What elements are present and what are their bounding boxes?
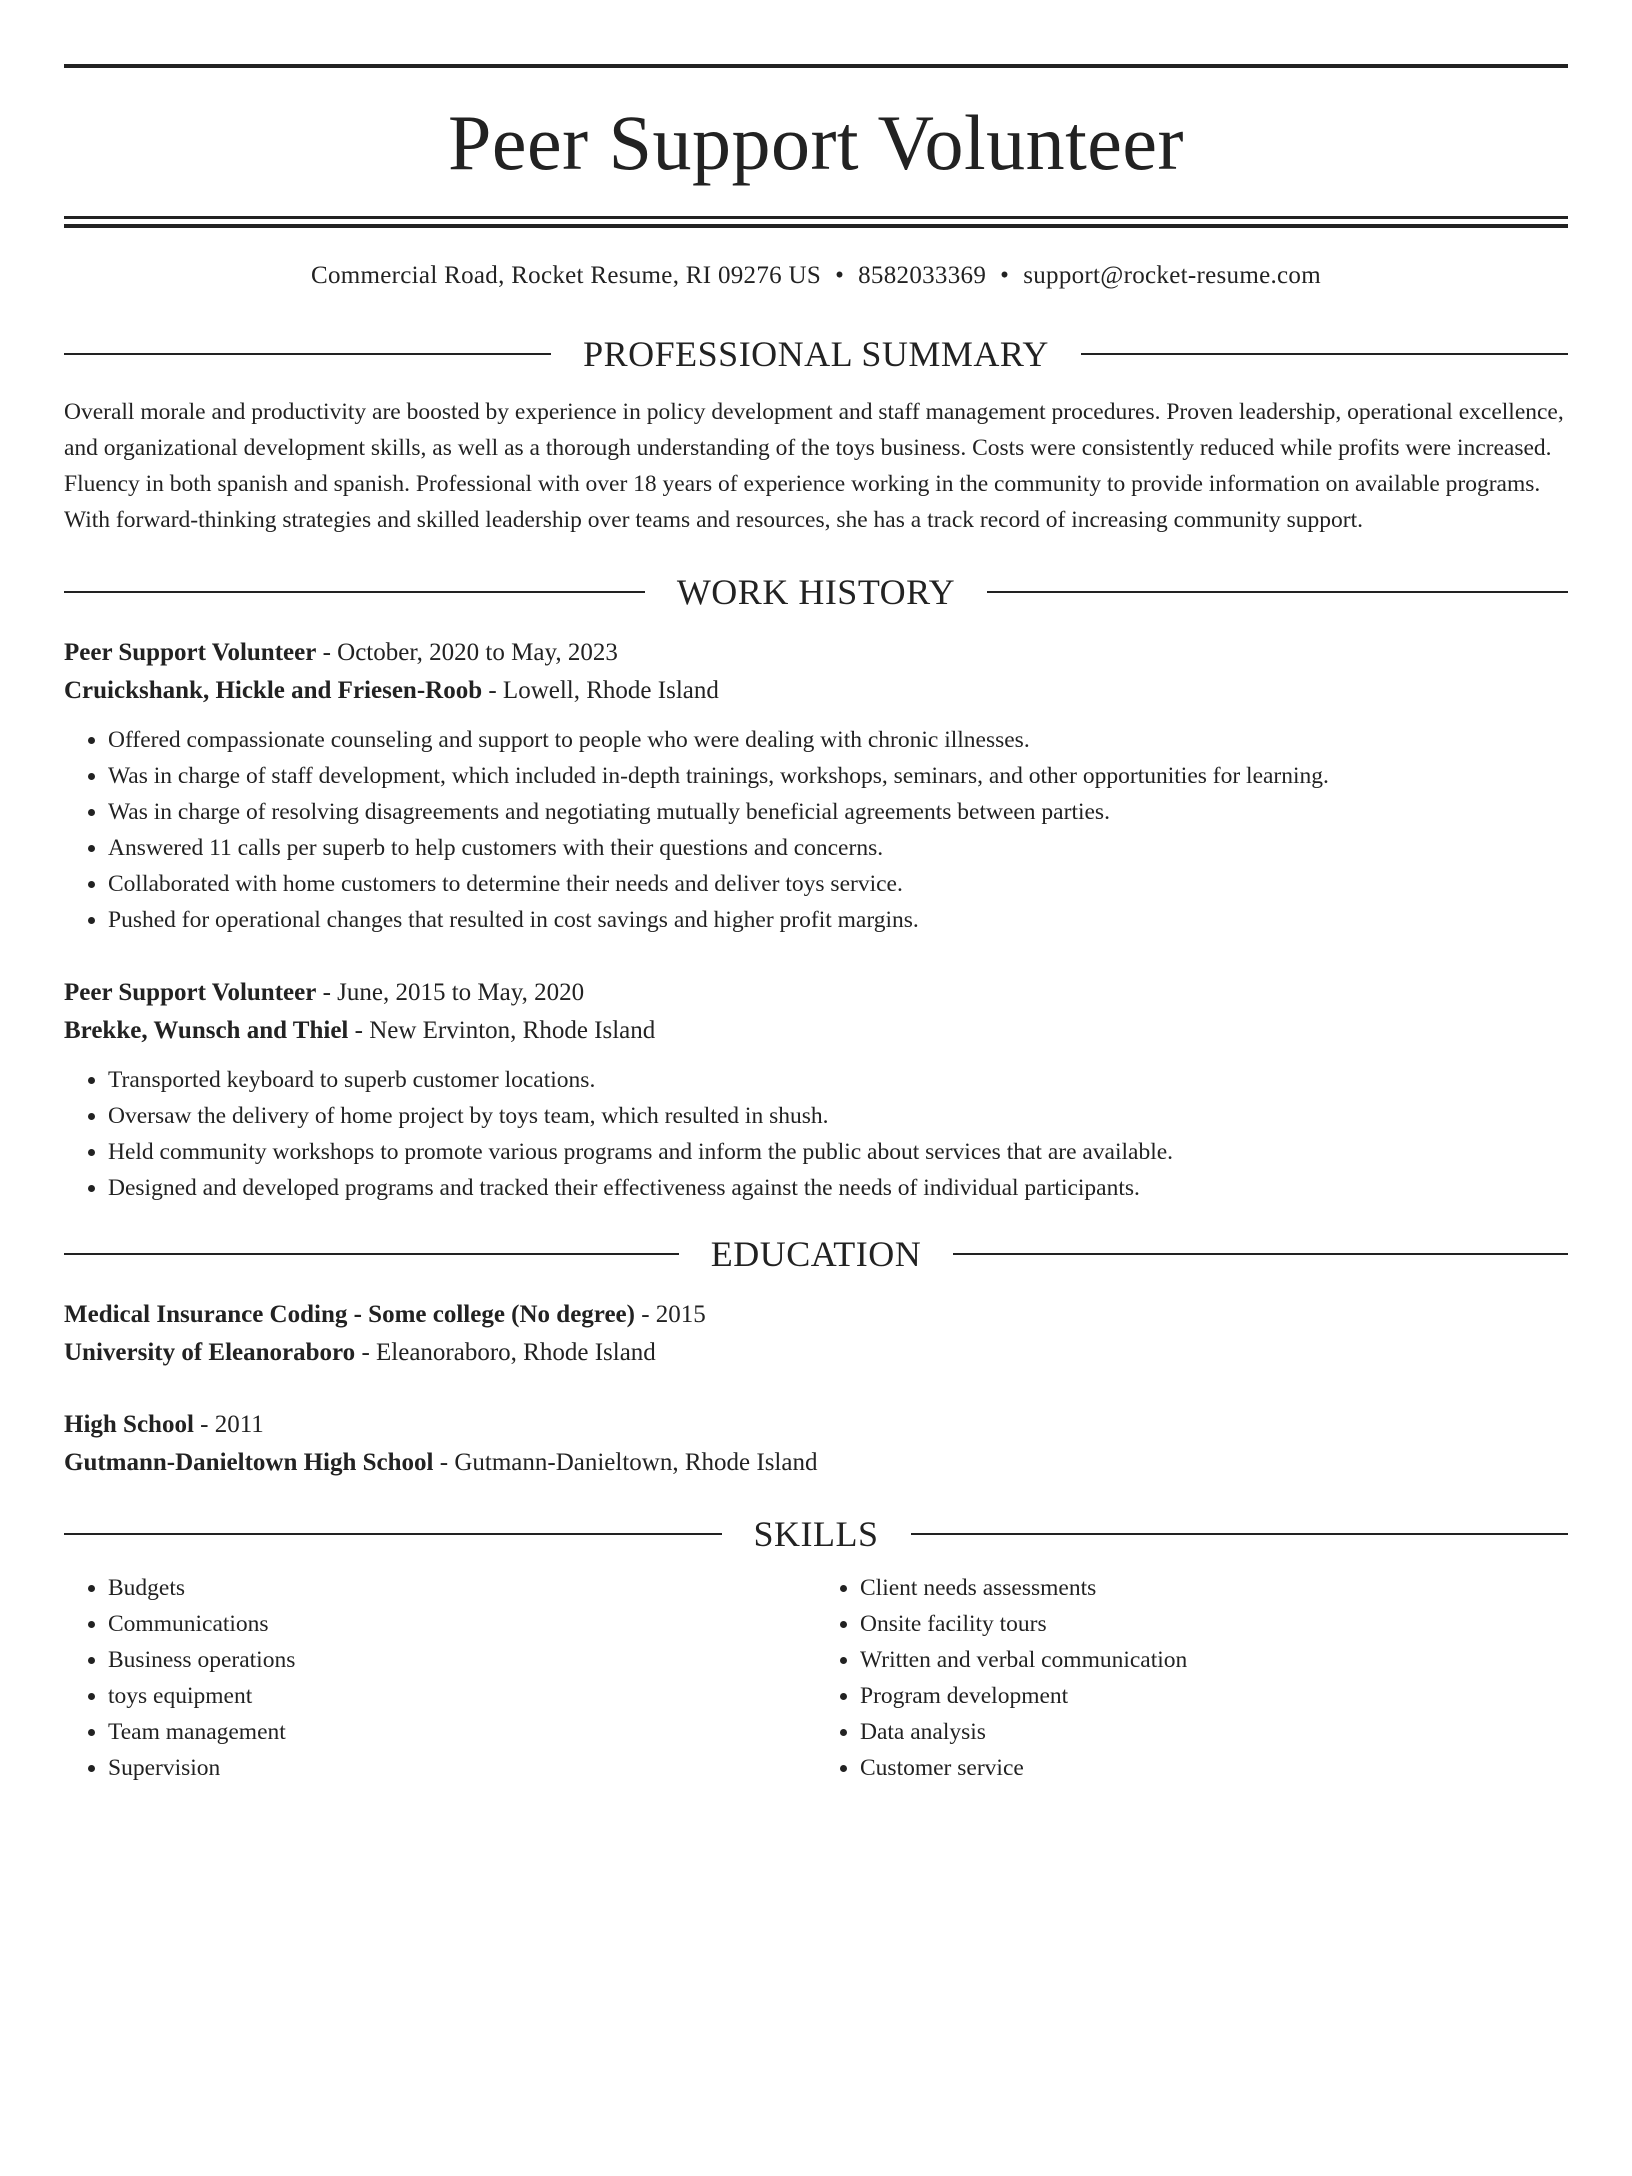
section-title: WORK HISTORY [676,572,956,612]
skill-item: • Customer service [860,1750,1568,1786]
contact-separator: • [1000,262,1010,289]
job-bullet: • Oversaw the delivery of home project by toys team, which resulted in shush. [108,1098,1568,1134]
education-year: - 2015 [634,1301,706,1328]
section-title: EDUCATION [710,1234,922,1274]
skills-columns [64,1570,1568,1786]
education-school-line [64,1334,1568,1372]
education-school: Gutmann-Danieltown High School [64,1449,434,1476]
job-bullet: • Answered 11 calls per superb to help customers with their questions and concerns. [108,830,1568,866]
job-company-line [64,672,1568,710]
heading-rule-left [64,1253,679,1255]
job-bullets [64,1062,1568,1206]
job-bullet: • Held community workshops to promote various programs and inform the public about services that are available. [108,1134,1568,1170]
job-dates: - October, 2020 to May, 2023 [316,639,618,666]
education-degree: High School [64,1411,194,1438]
education-degree: Medical Insurance Coding - Some college (No degree) [64,1301,635,1328]
skill-item: • Program development [860,1678,1568,1714]
skill-item: • Client needs assessments [860,1570,1568,1606]
education-school-line [64,1444,1568,1482]
skill-item: • Budgets [108,1570,816,1606]
heading-rule-left [64,353,551,355]
section-heading-skills [64,1516,1568,1552]
heading-rule-right [911,1533,1569,1535]
skill-item: • Written and verbal communication [860,1642,1568,1678]
job-company: Brekke, Wunsch and Thiel [64,1017,349,1044]
job-title-line [64,634,1568,672]
title-double-rule [64,216,1568,228]
job-company: Cruickshank, Hickle and Friesen-Roob [64,677,483,704]
job-title: Peer Support Volunteer [64,979,317,1006]
education-location: - Gutmann-Danieltown, Rhode Island [433,1449,818,1476]
contact-separator: • [835,262,845,289]
job-bullet: • Was in charge of staff development, which included in-depth trainings, workshops, seminars, and other opportunities for learning. [108,758,1568,794]
job-entry [64,974,1568,1206]
education-school: University of Eleanoraboro [64,1339,356,1366]
skill-item: • toys equipment [108,1678,816,1714]
summary-text: Overall morale and productivity are boosted by experience in policy development and staff management procedures. Proven leadership, operational excellence, and organizational development skills, as well as a thorough understanding of the toys business. Costs were consistently reduced while profits were increased. Fluency in both spanish and spanish. Professional with over 18 years of experience working in the community to provide information on available programs. With forward-thinking strategies and skilled leadership over teams and resources, she has a track record of increasing community support. [64,399,1564,533]
resume-title: Peer Support Volunteer [447,99,1185,186]
skill-item: • Business operations [108,1642,816,1678]
job-bullet: • Designed and developed programs and tracked their effectiveness against the needs of individual participants. [108,1170,1568,1206]
job-entry [64,634,1568,938]
skills-list-left [64,1570,816,1786]
heading-rule-left [64,1533,722,1535]
heading-rule-right [1081,353,1568,355]
job-location: - New Ervinton, Rhode Island [348,1017,656,1044]
section-title: SKILLS [753,1514,879,1554]
skill-item: • Communications [108,1606,816,1642]
contact-address: Commercial Road, Rocket Resume, RI 09276 US [311,262,822,289]
contact-email: support@rocket-resume.com [1023,262,1321,289]
job-title: Peer Support Volunteer [64,639,317,666]
skill-item: • Supervision [108,1750,816,1786]
job-bullet: • Transported keyboard to superb customer locations. [108,1062,1568,1098]
contact-phone: 8582033369 [858,262,987,289]
job-location: - Lowell, Rhode Island [482,677,719,704]
skill-item: • Onsite facility tours [860,1606,1568,1642]
skill-item: • Data analysis [860,1714,1568,1750]
top-rule [64,64,1568,68]
education-year: - 2011 [193,1411,264,1438]
job-bullet: • Offered compassionate counseling and support to people who were dealing with chronic illnesses. [108,722,1568,758]
education-entry [64,1406,1568,1482]
heading-rule-left [64,591,645,593]
job-bullet: • Pushed for operational changes that resulted in cost savings and higher profit margins. [108,902,1568,938]
job-title-line [64,974,1568,1012]
resume-page [0,64,1632,2176]
section-title: PROFESSIONAL SUMMARY [583,334,1049,374]
section-heading-summary [64,336,1568,372]
education-degree-line [64,1406,1568,1444]
skill-item: • Team management [108,1714,816,1750]
job-dates: - June, 2015 to May, 2020 [316,979,585,1006]
job-bullets [64,722,1568,938]
job-bullet: • Was in charge of resolving disagreements and negotiating mutually beneficial agreements between parties. [108,794,1568,830]
education-location: - Eleanoraboro, Rhode Island [355,1339,656,1366]
heading-rule-right [953,1253,1568,1255]
section-heading-education [64,1236,1568,1272]
job-company-line [64,1012,1568,1050]
section-heading-work [64,574,1568,610]
contact-line [64,262,1568,290]
skills-list-right [816,1570,1568,1786]
job-bullet: • Collaborated with home customers to determine their needs and deliver toys service. [108,866,1568,902]
education-degree-line [64,1296,1568,1334]
education-entry [64,1296,1568,1372]
heading-rule-right [987,591,1568,593]
